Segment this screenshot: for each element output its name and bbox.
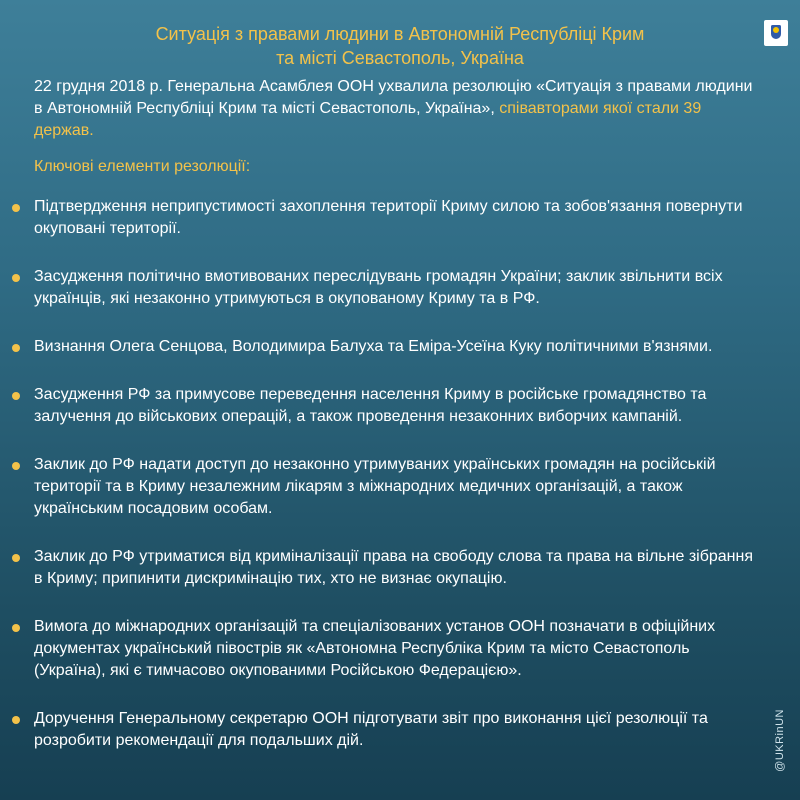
bullet-dot-icon	[12, 624, 20, 632]
list-item-text: Заклик до РФ утриматися від криміналізації права на свободу слова та права на вільне зібрання в Криму; припинити дискримінацію тих, хто не визнає окупацію.	[34, 548, 754, 587]
bullet-dot-icon	[12, 274, 20, 282]
bullet-dot-icon	[12, 716, 20, 724]
title-line-1: Ситуація з правами людини в Автономній Республіці Крим	[155, 24, 645, 44]
bullet-dot-icon	[12, 554, 20, 562]
trident-shield-icon	[771, 25, 781, 39]
list-item	[0, 708, 754, 752]
twitter-handle: @UKRinUN	[774, 709, 786, 772]
bullet-dot-icon	[12, 462, 20, 470]
list-item-text: Засудження РФ за примусове переведення населення Криму в російське громадянство та залучення до військових операцій, а також проведення незаконних виборчих кампаній.	[34, 386, 707, 425]
intro-text: 22 грудня 2018 р. Генеральна Асамблея ООН ухвалила резолюцію «Ситуація з правами людини в Автономній Республіці Крим та місті Севастополь, Україна»,	[34, 78, 753, 117]
list-item	[0, 616, 754, 682]
list-item	[0, 266, 754, 310]
list-item	[0, 196, 754, 240]
title-line-2: та місті Севастополь, Україна	[276, 48, 524, 68]
list-item	[0, 336, 754, 358]
list-item	[0, 546, 754, 590]
list-item-text: Визнання Олега Сенцова, Володимира Балуха та Еміра-Усеїна Куку політичними в'язнями.	[34, 338, 713, 355]
page-title	[60, 22, 740, 70]
intro-paragraph	[34, 76, 754, 142]
list-item-text: Засудження політично вмотивованих переслідувань громадян України; заклик звільнити всіх українців, які незаконно утримуються в окупованому Криму та в РФ.	[34, 268, 723, 307]
bullet-dot-icon	[12, 392, 20, 400]
section-heading: Ключові елементи резолюції:	[34, 158, 251, 175]
list-item-text: Доручення Генеральному секретарю ООН підготувати звіт про виконання цієї резолюції та розробити рекомендації для подальших дій.	[34, 710, 708, 749]
list-item-text: Заклик до РФ надати доступ до незаконно утримуваних українських громадян на російській території та в Криму незалежним лікарям з міжнародних медичних організацій, а також українським посадовим особам.	[34, 456, 716, 517]
intro-highlight: співавторами якої стали 39 держав.	[34, 100, 702, 139]
bullet-dot-icon	[12, 344, 20, 352]
list-item	[0, 384, 754, 428]
list-item-text: Вимога до міжнародних організацій та спеціалізованих установ ООН позначати в офіційних документах український півострів як «Автономна Республіка Крим та місто Севастополь (Україна), які є тимчасово окупованими Російською Федерацією».	[34, 618, 716, 679]
resolution-list	[0, 196, 800, 778]
bullet-dot-icon	[12, 204, 20, 212]
list-item	[0, 454, 754, 520]
emblem-logo	[764, 20, 788, 46]
list-item-text: Підтвердження неприпустимості захоплення території Криму силою та зобов'язання повернути окуповані території.	[34, 198, 743, 237]
